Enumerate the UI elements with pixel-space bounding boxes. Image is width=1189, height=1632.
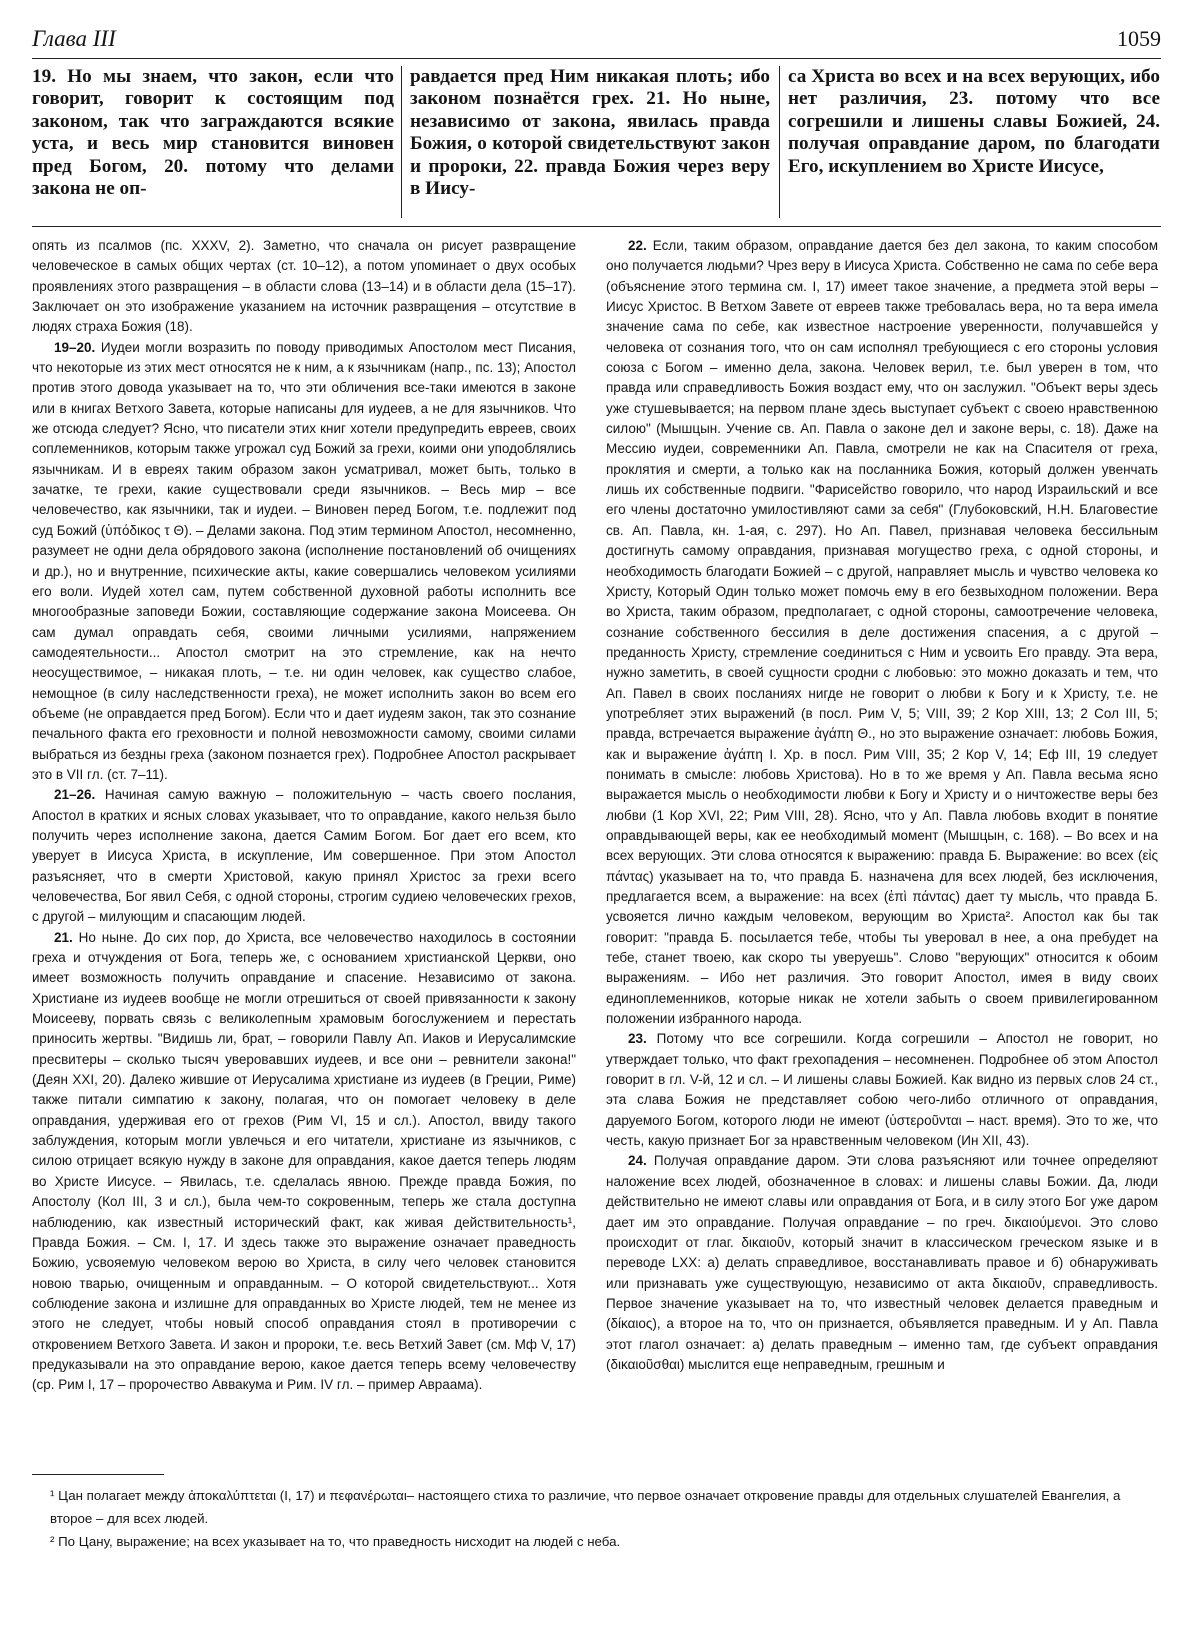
- paragraph-text: Но ныне. До сих пор, до Христа, все человечество находилось в состоянии греха и отчуждения от Бога, теперь же, с основанием христианской Церкви, оно имеет возможность получить оправдание и спасение. Независимо от закона. Христиане из иудеев вообще не могли отрешиться от своей привязанности к закону Моисееву, порвать связь с великолепным храмовым богослужением и перестать приносить жертвы. "Видишь ли, брат, – говорили Павлу Ап. Иаков и Иерусалимские пресвитеры – сколько тысяч уверовавших иудеев, и все они – ревнители закона!" (Деян XXI, 20). Далеко жившие от Иерусалима христиане из иудеев (в Греции, Риме) также питали симпатию к закону, полагая, что он помогает человеку в деле оправдания, удерживая его от грехов (Рим VI, 15 и сл.). Апостол, ввиду такого заблуждения, которым могли увлечься и его читатели, христиане из язычников, с силою отрицает всякую нужду в законе для оправдания, какое дается теперь людям во Христе Иисусе. – Явилась, т.е. сделалась явною. Прежде правда Божия, по Апостолу (Кол III, 3 и сл.), была чем-то сокровенным, теперь же стала доступна наблюдению, как известный исторический факт, как живая действительность¹, Правда Божия. – См. I, 17. И здесь также это выражение означает праведность Божию, усвояемую человеком верою во Христа, в силу чего человек становится новою тварью, очищенным и оправданным. – О которой свидетельствуют... Хотя соблюдение закона и излишне для оправданных во Христе людей, тем не менее из этого не следует, чтобы новый способ оправдания стоял в противоречии с откровением Ветхого Завета. И закон и пророки, т.е. весь Ветхий Завет (см. Мф V, 17) предуказывали на это оправдание верою, какое дается теперь всему человечеству (ср. Рим I, 17 – пророчество Аввакума и Рим. IV гл. – пример Авраама).: [32, 929, 576, 1393]
- running-header: [32, 26, 1161, 56]
- commentary-paragraph: [32, 928, 576, 1396]
- footnotes: [32, 1484, 1161, 1553]
- footnote: ¹ Цан полагает между ἀποκαλύπτεται (I, 17) и πεφανέρωται– настоящего стиха то различие, что первое означает откровение правды для отдельных слушателей Евангелия, а второе – для всех людей.: [50, 1488, 1121, 1526]
- paragraph-text: Если, таким образом, оправдание дается без дел закона, то каким способом оно получается людьми? Чрез веру в Иисуса Христа. Собственно не сама по себе вера (объяснение этого термина см. I, 17) имеет такое значение, а предмета этой веры – Иисус Христос. В Ветхом Завете от евреев также требовалась вера, но та вера имела значение сама по себе, как известное настроение уверенности, получавшейся у человека от сознания того, что он сам исполнял требующиеся с его стороны условия союза с Богом – именно дела, закона. Человек верил, т.е. был уверен в том, что правда или справедливость Божия воздаст ему, что он заслужил. "Объект веры здесь уже стушевывается; на первом плане здесь выступает субъект с своею нравственною силою" (Мышцын. Учение св. Ап. Павла о законе дел и законе веры, с. 18). Даже на Мессию иудеи, современники Ап. Павла, смотрели не как на Спасителя от греха, проклятия и смерти, а только как на посланника Божия, который должен увенчать лишь их собственные подвиги. "Фарисейство говорило, что народ Израильский и все его члены достаточно умилостивляют сами за себя" (Глубоковский, Н.Н. Благовестие св. Ап. Павла, кн. 1-ая, с. 297). Но Ап. Павел, признавая человека бессильным достигнуть самому оправдания, признавая могущество греха, с одной стороны, и необходимость благодати Божией – с другой, направляет мысль и чувство человека ко Христу, Который Один только может помочь ему в его безвыходном положении. Вера во Христа, таким образом, предполагает, с одной стороны, самоотречение человека, сознание собственного бессилия в деле достижения спасения, а с другой – преданность Христу, стремление соединиться с Ним и усвоить Его правду. Эта вера, нужно заметить, в своей сущности сродни с любовью: это можно доказать и тем, что Ап. Павел в своих посланиях нигде не говорит о любви к Богу и к Христу, т.е. не употребляет этих выражений (в посл. Рим V, 5; VIII, 39; 2 Кор XIII, 13; 2 Сол III, 5; правда, встречается выражение ἀγάπη Θ., но это выражение означает: любовь Божия, как и выражение ἀγάπη I. Хр. в посл. Рим VIII, 35; 2 Кор V, 14; Еф III, 19 следует понимать в смысле: любовь Христова). Но в то же время у Ап. Павла весьма ясно выражается мысль о необходимости любви к Богу и Христу и о ничтожестве веры без любви (1 Кор XVI, 22; Рим VIII, 28). Ясно, что у Ап. Павла любовь входит в понятие оправдывающей веры, как ее необходимый момент (Мышцын, с. 168). – Во всех и на всех верующих. Эти слова относятся к выражению: правда Б. Выражение: во всех (εἰς πάντας) указывает на то, что правда Б. назначена для всех людей, без исключения, предлагается всем, а выражение: на всех (ἐπὶ πάντας) дает ту мысль, что правда Б. усвояется лично каждым человеком, верующим во Христа². Апостол как бы так говорит: "правда Б. посылается тебе, чтобы ты уверовал в нее, а она пребудет на тебе, станет твоею, как скоро ты уверуешь". Слово "верующих" относится к обоим выражениям. – Ибо нет различия. Это говорит Апостол, имея в виду своих единоплеменников, которые никак не хотели забыть о своем привилегированном положении избранного народа.: [606, 238, 1158, 1027]
- verse-ref: 22.: [628, 238, 647, 253]
- scripture-text: 19. Но мы знаем, что закон, если что говорит, говорит к состоящим под законом, так что заграждаются всякие уста, и весь мир становится виновен пред Богом, 20. потому что делами закона не оп-: [32, 66, 394, 200]
- commentary-right-column: [606, 236, 1158, 1460]
- header-rule: [32, 58, 1161, 59]
- verse-ref: 24.: [628, 1153, 647, 1169]
- scripture-column-1: [32, 66, 394, 220]
- paragraph-text: Начиная самую важную – положительную – часть своего послания, Апостол в кратких и ясных словах указывает, что то оправдание, какого нельзя было получить через исполнение закона, дается Самим Богом. Бог дает его всем, кто уверует в Иисуса Христа, в искупление, Им совершенное. При этом Апостол разъясняет, что в смерти Христовой, какую принял Христос за грехи всего человечества, Бог явил Себя, с одной стороны, строгим судиею человеческих грехов, с другой – милующим и спасающим людей.: [32, 787, 576, 925]
- verse-ref: 19–20.: [54, 339, 96, 355]
- column-divider: [401, 66, 402, 218]
- commentary-paragraph: [606, 1151, 1158, 1375]
- scripture-column-2: [410, 66, 770, 220]
- commentary-paragraph: [32, 785, 576, 927]
- footnote: ² По Цану, выражение; на всех указывает на то, что праведность нисходит на людей с неба.: [50, 1534, 621, 1549]
- commentary-left-column: [32, 236, 576, 1460]
- paragraph-text: Потому что все согрешили. Когда согрешили – Апостол не говорит, но утверждает только, что факт грехопадения – несомненен. Подробнее об этом Апостол говорит в гл. V-й, 12 и сл. – И лишены славы Божией. Как видно из первых слов 24 ст., эта слава Божия не представляет собою чего-либо отличного от оправдания, даруемого Богом, которого люди не имеют (ὑστεροῦνται – наст. время). Это то же, что честь, какую признает Бог за нравственным человеком (Ин XII, 43).: [606, 1031, 1158, 1149]
- paragraph-text: Иудеи могли возразить по поводу приводимых Апостолом мест Писания, что некоторые из этих мест относятся не к ним, а к язычникам (напр., пс. 13); Апостол против этого довода указывает на то, что эти обличения все-таки имеются в законе или в книгах Ветхого Завета, которые написаны для иудеев, а не для язычников. Что же отсюда следует? Ясно, что писатели этих книг хотели предупредить евреев, своих соплеменников, которым также угрожал суд Божий за грехи, коими они уподоблялись язычникам. И в евреях таким образом закон усматривал, может быть, только в зачатке, те грехи, какие существовали среди язычников. – Весь мир – все человечество, как язычники, так и иудеи. – Виновен перед Богом, т.е. подлежит под суд Божий (ὑπόδικος τ Θ). – Делами закона. Под этим термином Апостол, несомненно, разумеет не одни дела обрядового закона (исполнение постановлений об очищениях и др.), но и внутренние, психические акты, какие совершались человеком усилиями его воли. Иудей хотел сам, путем собственной духовной работы исполнить все многообразные заповеди Божии, составляющие содержание закона Моисеева. Он сам думал оправдать себя, своими личными усилиями, напряжением самодеятельности... Апостол смотрит на это стремление, как на нечто неосуществимое, – никакая плоть, – т.е. ни один человек, как существо слабое, немощное (в силу наследственности греха), не может исполнить закон во всем его объеме (не оправдается пред Богом). Если что и дает иудеям закон, так это сознание печального факта его греховности и полной невозможности самому, своими силами выбраться из бездны греха (законом познается грех). Подробнее Апостол раскрывает это в VII гл. (ст. 7–11).: [32, 339, 576, 782]
- footnote-rule: [32, 1474, 164, 1475]
- scripture-column-3: [788, 66, 1160, 220]
- verse-ref: 21.: [54, 929, 73, 945]
- commentary-paragraph: [32, 338, 576, 786]
- scripture-rule: [32, 226, 1161, 227]
- verse-ref: 21–26.: [54, 787, 96, 803]
- commentary-paragraph: [32, 236, 576, 338]
- scripture-text: са Христа во всех и на всех верующих, ибо нет различия, 23. потому что все согрешили и лишены славы Божией, 24. получая оправдание даром, по благодати Его, искуплением во Христе Иисусе,: [788, 66, 1160, 177]
- paragraph-text: опять из псалмов (пс. XXXV, 2). Заметно, что сначала он рисует развращение человеческое в самых общих чертах (ст. 10–12), а потом упоминает о двух особых проявлениях этого развращения – в области слова (13–14) и в области дела (15–17). Заключает он это изображение указанием на источник развращения – отсутствие в людях страха Божия (18).: [32, 238, 576, 335]
- page-number: 1059: [1117, 26, 1161, 51]
- scripture-text: равдается пред Ним никакая плоть; ибо законом познаётся грех. 21. Но ныне, независимо от закона, явилась правда Божия, о которой свидетельствуют закон и пророки, 22. правда Божия через веру в Иису-: [410, 66, 770, 200]
- verse-ref: 23.: [628, 1031, 647, 1047]
- paragraph-text: Получая оправдание даром. Эти слова разъясняют или точнее определяют наложение всех людей, обозначенное в словах: и лишены славы Божии. Да, люди действительно не имеют славы или оправдания от Бога, и в силу этого Бог уже даром дает им это оправдание. Получая оправдание – по греч. δικαιούμενοι. Это слово происходит от глаг. δικαιοῦν, который значит в классическом греческом языке и в переводе LXX: а) делать справедливое, восстанавливать правое и б) обнаруживать или признавать уже существующую, независимо от акта δικαιοῦν, справедливость. Первое значение указывает на то, что известный человек делается праведным и (δίκαιος), а второе на то, что он признается, объявляется праведным. И у Ап. Павла этот глагол означает: а) делать праведным – именно там, где субъект оправдания (δικαιοῦσθαι) мыслится еще неправедным, грешным и: [606, 1153, 1158, 1372]
- column-divider: [779, 66, 780, 218]
- chapter-title: Глава III: [32, 26, 116, 51]
- commentary-paragraph: [606, 1029, 1158, 1151]
- commentary-paragraph: [606, 236, 1158, 1029]
